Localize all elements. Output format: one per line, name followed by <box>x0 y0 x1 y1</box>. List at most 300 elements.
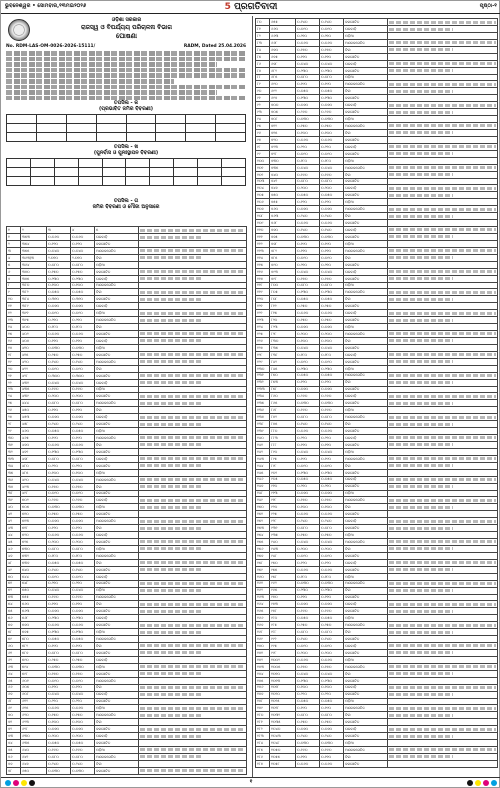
table-cell: ୧୭୧ <box>256 649 270 656</box>
table-row <box>7 733 247 740</box>
table-cell: ୭୨୮ <box>270 150 296 157</box>
table-cell: ୦.୨୪୦ <box>296 733 320 740</box>
table-cell: ଜଳସେଚିତ <box>344 469 388 476</box>
table-cell: ୦.୨୩୦ <box>320 365 344 372</box>
table-cell: ୫୬୩ <box>21 608 47 615</box>
table-cell-remarks <box>139 414 247 421</box>
table-cell: ୦.୨୦୦ <box>71 733 95 740</box>
schedule-a-table <box>6 114 246 142</box>
table-cell: ୮୬୦ <box>270 393 296 400</box>
table-cell: ୦.୦୪୦ <box>296 670 320 677</box>
table-cell-remarks <box>388 469 498 476</box>
table-cell: ୫ <box>95 227 139 234</box>
header-date: ଭୁବନେଶ୍ୱର • ସୋମବାର,୧୩ମଇ୨୦୨୬ <box>5 3 87 9</box>
table-cell: ୮୭୫ <box>270 421 296 428</box>
table-cell: ୦.୧୦୦ <box>296 504 320 511</box>
table-cell: ଜଳସେଚିତ <box>344 441 388 448</box>
table-cell: ୦.୦୮୦ <box>320 414 344 421</box>
table-cell: ୧୨୪ <box>256 324 270 331</box>
table-cell: ୦.୨୦୦ <box>296 330 320 337</box>
table-cell: ଜଳସେଚିତ <box>344 400 388 407</box>
table-cell: ଜଳସେଚିତ <box>95 538 139 545</box>
table-row <box>256 185 498 192</box>
table-cell: ବିଲ <box>95 559 139 566</box>
table-cell: ୦.୧୭୦ <box>296 275 320 282</box>
table-cell: ୫୩୭ <box>21 559 47 566</box>
table-cell: ୦.୦୯୦ <box>296 358 320 365</box>
land-table-right <box>255 18 497 768</box>
table-cell: ୧୦୫୮ <box>270 760 296 767</box>
table-cell: ୩୮୦ <box>21 282 47 289</box>
table-cell: ୦.୧୯୦ <box>47 642 71 649</box>
department-name: ରାଜସ୍ୱ ଓ ବିପର୍ଯ୍ୟୟ ପରିଚାଳନା ବିଭାଗ <box>81 23 172 31</box>
table-row <box>256 275 498 282</box>
table-cell: ପଡ଼ିଆ <box>344 324 388 331</box>
table-row <box>7 518 247 525</box>
table-row <box>7 476 247 483</box>
table-cell: ୩୩ <box>7 455 21 462</box>
table-cell: ୩୨ <box>7 448 21 455</box>
table-row <box>7 497 247 504</box>
table-cell: ଅଣଜଳସେଚିତ <box>344 538 388 545</box>
table-cell: ୯୨ <box>256 102 270 109</box>
table-cell: ୫୦୨ <box>21 497 47 504</box>
table-cell: ୦.୧୬୦ <box>296 746 320 753</box>
table-cell: ୧୬୭ <box>256 622 270 629</box>
table-cell-remarks <box>388 434 498 441</box>
table-cell: ୦.୦୯୦ <box>47 365 71 372</box>
table-cell: ୦.୧୦୦ <box>320 129 344 136</box>
table-cell: ୬୭୦ <box>270 46 296 53</box>
table-cell: ୫୧୩ <box>21 518 47 525</box>
table-cell-remarks <box>139 275 247 282</box>
table-cell: ୦.୧୬୦ <box>320 746 344 753</box>
table-cell: ୦.୦୯୦ <box>296 552 320 559</box>
table-row <box>7 469 247 476</box>
table-cell: ଘରବାଡ଼ି <box>95 497 139 504</box>
table-cell: ୫୫୦ <box>21 587 47 594</box>
table-cell: ଜଳସେଚିତ <box>344 677 388 684</box>
table-row <box>7 241 247 248</box>
table-cell: ୧୬ <box>7 337 21 344</box>
table-cell: ଜଳସେଚିତ <box>344 303 388 310</box>
table-cell: ୦.୨୫୦ <box>320 622 344 629</box>
table-cell: ବିଲ <box>344 88 388 95</box>
table-cell: ୪୭୨ <box>21 448 47 455</box>
schedule-b-subtitle: (ପୁନର୍ବାସ ଓ ପୁନଃସ୍ଥାପନ ବିବରଣୀ) <box>93 149 159 156</box>
table-cell: ୮୮୦ <box>270 428 296 435</box>
table-cell: ଜଳସେଚିତ <box>344 552 388 559</box>
table-cell: ୦.୦୫୦ <box>296 698 320 705</box>
table-cell: ୦.୦୬୦ <box>71 234 95 241</box>
table-cell-remarks <box>388 649 498 656</box>
table-cell-remarks <box>388 538 498 545</box>
table-cell: ଜଳସେଚିତ <box>95 566 139 573</box>
table-cell: ୦.୦୪୦ <box>296 268 320 275</box>
table-cell: ଘରବାଡ଼ି <box>95 532 139 539</box>
table-cell: ୦.୨୩୦ <box>71 275 95 282</box>
table-cell: ୦.୦୬୦ <box>320 428 344 435</box>
table-row <box>7 268 247 275</box>
table-cell: ୧୧୪ <box>256 254 270 261</box>
table-cell-remarks <box>388 330 498 337</box>
table-cell: ଅଣଜଳସେଚିତ <box>95 317 139 324</box>
table-cell-remarks <box>388 407 498 414</box>
table-cell: ୦.୧୨୦ <box>320 379 344 386</box>
table-cell: ୦.୦୯୦ <box>47 310 71 317</box>
table-cell: ୧୧୬ <box>256 268 270 275</box>
table-cell: ୬୯୦ <box>270 81 296 88</box>
table-cell: ୦.୦୮୦ <box>320 74 344 81</box>
table-cell: ୦.୨୪୦ <box>320 213 344 220</box>
table-row <box>256 740 498 747</box>
table-cell: ୧୩୭ <box>256 414 270 421</box>
table-cell: ୬୨୦ <box>21 712 47 719</box>
table-cell: ଅଣଜଳସେଚିତ <box>344 663 388 670</box>
table-cell: ଘରବାଡ଼ି <box>95 733 139 740</box>
table-cell: ୨୫ <box>7 400 21 407</box>
table-cell-remarks <box>388 109 498 116</box>
table-row <box>7 490 247 497</box>
table-cell: ୯୩୨ <box>270 525 296 532</box>
table-cell: ୧୩୯ <box>256 428 270 435</box>
table-row <box>7 434 247 441</box>
table-row <box>256 538 498 545</box>
table-cell: ଜଳସେଚିତ <box>344 691 388 698</box>
table-cell-remarks <box>388 760 498 767</box>
table-cell: ୪୬୦ <box>21 428 47 435</box>
table-row <box>256 677 498 684</box>
table-cell: ୧୭୩ <box>256 663 270 670</box>
table-cell: ୯୭୮ <box>270 608 296 615</box>
table-row <box>256 164 498 171</box>
table-cell: ୧୦୦୫ <box>270 663 296 670</box>
table-cell: ପଡ଼ିଆ <box>95 587 139 594</box>
table-cell: ୨୮ <box>7 421 21 428</box>
table-cell-remarks <box>139 476 247 483</box>
table-row <box>256 691 498 698</box>
table-cell: ୦.୧୩୦ <box>296 95 320 102</box>
table-cell-remarks <box>139 234 247 241</box>
table-cell: ୭୭୫ <box>270 233 296 240</box>
table-cell: ୦.୦୭୦ <box>296 601 320 608</box>
table-cell-remarks <box>388 698 498 705</box>
table-cell: ୦.୦୫୦ <box>71 289 95 296</box>
table-cell-remarks <box>139 428 247 435</box>
table-row <box>256 573 498 580</box>
table-row <box>256 566 498 573</box>
table-cell: ୯୪୦ <box>270 538 296 545</box>
table-cell: ଘରବାଡ଼ି <box>344 393 388 400</box>
table-cell: ୦.୧୧୦ <box>320 247 344 254</box>
table-cell: ୧୩ <box>7 317 21 324</box>
table-cell: ଅଣଜଳସେଚିତ <box>95 282 139 289</box>
table-cell: ୦.୦୮୦ <box>320 629 344 636</box>
table-cell: ୭୦୦ <box>270 102 296 109</box>
table-cell-remarks <box>388 358 498 365</box>
table-cell: ୦.୦୮୦ <box>71 400 95 407</box>
table-row <box>256 39 498 46</box>
table-cell: ଜଳସେଚିତ <box>95 490 139 497</box>
table-cell: ୦.୦୬୦ <box>47 234 71 241</box>
table-cell-remarks <box>139 525 247 532</box>
table-cell: ୧୦୩ <box>256 178 270 185</box>
table-cell: ୯୧୦ <box>270 483 296 490</box>
table-cell: ୯୫୫ <box>270 566 296 573</box>
table-cell: ୧୪୯ <box>256 497 270 504</box>
table-row <box>256 88 498 95</box>
table-cell-remarks <box>139 733 247 740</box>
table-cell-remarks <box>139 241 247 248</box>
table-cell: ୦.୦୩୦ <box>320 116 344 123</box>
table-cell-remarks <box>388 545 498 552</box>
table-cell: ୦.୧୩୦ <box>71 448 95 455</box>
table-cell: ୦.୦୩୦ <box>320 233 344 240</box>
table-cell-remarks <box>388 157 498 164</box>
table-cell: ୦.୦୭୦ <box>320 601 344 608</box>
table-cell: ୦.୦୫୦ <box>320 372 344 379</box>
table-cell: ୦.୨୨୦ <box>320 143 344 150</box>
table-cell: ୦.୨୦୦ <box>320 545 344 552</box>
table-cell: ଜଳସେଚିତ <box>95 580 139 587</box>
table-cell: ବିଲ <box>344 712 388 719</box>
table-cell: ୮୯୮ <box>270 462 296 469</box>
table-cell-remarks <box>388 199 498 206</box>
table-cell: ୧୦ <box>7 296 21 303</box>
table-cell-remarks <box>139 753 247 760</box>
table-cell: ୯୦୨ <box>270 469 296 476</box>
table-cell: ପଡ଼ିଆ <box>95 310 139 317</box>
table-cell: ପଡ଼ିଆ <box>95 545 139 552</box>
table-cell: ଘରବାଡ଼ି <box>95 303 139 310</box>
table-cell: ୦.୨୦୦ <box>320 330 344 337</box>
table-cell: ୧୦୦୨ <box>270 656 296 663</box>
table-cell: ଘରବାଡ଼ି <box>344 143 388 150</box>
table-cell: ୦.୧୬୦ <box>320 407 344 414</box>
table-cell: ଅଣଜଳସେଚିତ <box>95 712 139 719</box>
page-header <box>1 1 500 14</box>
table-row <box>256 649 498 656</box>
table-cell: ୦.୦୭୦ <box>47 608 71 615</box>
table-cell: ୮୦୫ <box>270 289 296 296</box>
table-cell: ୦.୧୦୦ <box>71 282 95 289</box>
table-cell: ୦.୦୭୦ <box>47 726 71 733</box>
table-cell: ୯୩୫ <box>270 532 296 539</box>
table-cell: ୦.୧୫୦ <box>71 712 95 719</box>
table-cell: ୧୩୪ <box>256 393 270 400</box>
table-row <box>256 386 498 393</box>
table-cell-remarks <box>139 559 247 566</box>
table-cell: ୦.୦୮୦ <box>47 649 71 656</box>
table-cell: ୦.୦୮୦ <box>296 178 320 185</box>
table-cell: ବିଲ <box>95 483 139 490</box>
table-cell: ୦.୦୫୦ <box>47 289 71 296</box>
table-cell: ୦.୦୭୦ <box>296 490 320 497</box>
table-cell: ୮୨୩ <box>270 324 296 331</box>
table-cell: ପଡ଼ିଆ <box>344 240 388 247</box>
table-cell: ୧୪୬ <box>256 476 270 483</box>
table-cell: ଘରବାଡ଼ି <box>95 275 139 282</box>
table-cell: ୭୨୦ <box>270 136 296 143</box>
table-cell: ଘରବାଡ଼ି <box>344 60 388 67</box>
table-cell-remarks <box>139 545 247 552</box>
table-cell: ୦.୨୪୦ <box>320 733 344 740</box>
table-cell: ୦.୦୬୦ <box>71 330 95 337</box>
table-cell-remarks <box>388 337 498 344</box>
table-cell-remarks <box>388 642 498 649</box>
table-cell: ୧୬୨ <box>256 587 270 594</box>
table-row <box>7 573 247 580</box>
table-cell-remarks <box>388 448 498 455</box>
table-row <box>7 247 247 254</box>
table-cell: ଜଳସେଚିତ <box>95 462 139 469</box>
table-cell: ୦.୦୬୦ <box>296 511 320 518</box>
table-cell-remarks <box>388 386 498 393</box>
masthead-number: 5 <box>224 2 231 12</box>
table-row <box>256 421 498 428</box>
table-cell: ୧୧୧ <box>256 233 270 240</box>
table-cell: ୦.୧୫୦ <box>47 511 71 518</box>
table-cell: ୦.୨୦୦ <box>71 538 95 545</box>
table-cell: ୩୬୩/୩ <box>21 254 47 261</box>
table-cell: ୦.୦୮୦ <box>71 261 95 268</box>
schedule-c-title: ତପସିଲ - ଗ <box>113 198 139 204</box>
table-cell: ୦.୦୫୦ <box>71 636 95 643</box>
table-cell: ୦.୦୮୦ <box>47 261 71 268</box>
table-row <box>7 351 247 358</box>
table-cell-remarks <box>388 601 498 608</box>
table-row <box>256 247 498 254</box>
table-cell: ୧୨୮ <box>256 351 270 358</box>
table-cell: ୦.୦୬୦ <box>71 705 95 712</box>
table-cell: ଜଳସେଚିତ <box>95 372 139 379</box>
table-cell-remarks <box>139 615 247 622</box>
table-cell: ୦.୦୯୦ <box>71 310 95 317</box>
table-cell: ୧୫୩ <box>256 525 270 532</box>
table-cell: ୦.୦୮୦ <box>71 649 95 656</box>
table-row <box>256 233 498 240</box>
table-cell-remarks <box>139 511 247 518</box>
table-cell: ୦.୧୧୦ <box>296 53 320 60</box>
table-cell-remarks <box>388 400 498 407</box>
table-cell: ଅଣଜଳସେଚିତ <box>95 753 139 760</box>
table-cell-remarks <box>388 220 498 227</box>
table-cell: ୭୦୫ <box>270 109 296 116</box>
table-cell: ୦.୦୭୦ <box>71 726 95 733</box>
table-row <box>256 289 498 296</box>
table-cell: ୧୨୯ <box>256 358 270 365</box>
table-cell: ୦.୨୬୦ <box>320 109 344 116</box>
table-cell: ୦.୨୫୦ <box>296 303 320 310</box>
table-cell: ୦.୦୪୦ <box>296 538 320 545</box>
table-cell: ୦.୧୫୦ <box>71 268 95 275</box>
table-cell: ୦.୧୮୦ <box>47 324 71 331</box>
table-cell: ୦.୦୭୦ <box>296 324 320 331</box>
table-cell: ୪୫୮ <box>21 421 47 428</box>
table-cell: ୦.୧୨୦ <box>47 241 71 248</box>
table-cell: ୦.୧୪୦ <box>71 358 95 365</box>
table-cell: ୦.୧୯୦ <box>71 642 95 649</box>
schedule-c-subtitle: ଜମିର ବିବରଣୀ ଓ ମୌଜା ଅନୁସାରେ <box>92 203 160 210</box>
table-cell: ୦.୦୪୦ <box>47 587 71 594</box>
table-cell: ୧୪ <box>7 324 21 331</box>
table-cell: ୬୨ <box>7 656 21 663</box>
table-cell: ୧୧୩ <box>256 247 270 254</box>
table-cell: ୦.୦୯୦ <box>320 462 344 469</box>
table-cell: ୪୧୫ <box>21 351 47 358</box>
table-cell: ୬୦୫ <box>21 684 47 691</box>
table-cell: ପଡ଼ିଆ <box>95 629 139 636</box>
table-row <box>256 268 498 275</box>
table-cell-remarks <box>139 649 247 656</box>
table-cell: ଘରବାଡ଼ି <box>95 337 139 344</box>
table-cell-remarks <box>139 462 247 469</box>
table-cell: ୧୩୦ <box>256 365 270 372</box>
table-cell: ୦.୧୮୦ <box>320 573 344 580</box>
table-cell-remarks <box>388 282 498 289</box>
table-cell: ଘରବାଡ଼ି <box>344 268 388 275</box>
table-cell: ୦.୧୬୦ <box>71 386 95 393</box>
table-cell-remarks <box>139 303 247 310</box>
table-cell: ୦.୦୩୦ <box>296 233 320 240</box>
table-cell-remarks <box>388 552 498 559</box>
table-cell: ୫୧୦ <box>21 511 47 518</box>
left-column <box>4 16 248 778</box>
table-cell: ୦.୧୦୦ <box>47 469 71 476</box>
table-cell: ୯୭ <box>256 136 270 143</box>
table-cell: ୭୫୫ <box>270 199 296 206</box>
table-cell-remarks <box>139 712 247 719</box>
table-row <box>256 760 498 767</box>
table-cell: ପଡ଼ିଆ <box>344 448 388 455</box>
table-cell: ୦.୧୨୦ <box>71 241 95 248</box>
table-cell-remarks <box>139 726 247 733</box>
table-cell: ୧୫୨ <box>256 518 270 525</box>
table-row <box>256 476 498 483</box>
table-cell: ୦.୦୯୦ <box>296 642 320 649</box>
table-cell: ୦.୨୬୦ <box>47 497 71 504</box>
table-row <box>7 566 247 573</box>
table-cell: ୬୨୩ <box>21 719 47 726</box>
table-cell: ଅଣଜଳସେଚିତ <box>95 358 139 365</box>
table-cell: ବିଲ <box>344 46 388 53</box>
table-cell: ୦.୧୯୦ <box>71 434 95 441</box>
table-row <box>7 691 247 698</box>
table-row <box>7 622 247 629</box>
table-cell: ୯୫ <box>256 122 270 129</box>
table-cell: ୦.୦୯୦ <box>320 642 344 649</box>
table-cell: ୦.୦୭୦ <box>320 102 344 109</box>
notice-title: ଘୋଷଣା <box>116 31 137 40</box>
table-cell: ଅଣଜଳସେଚିତ <box>95 677 139 684</box>
schedule-a-subtitle: (ପ୍ରଭାବିତ ଜମିର ବିବରଣୀ) <box>98 105 154 112</box>
table-cell: ଘରବାଡ଼ି <box>344 102 388 109</box>
table-cell: ୦.୨୧୦ <box>71 317 95 324</box>
table-row <box>7 649 247 656</box>
color-registration-marks <box>5 780 35 786</box>
schedule-a-title: ତପସିଲ - କ <box>113 100 139 106</box>
table-cell: ୦.୧୬୦ <box>320 608 344 615</box>
table-cell: ୦.୩୦୦ <box>71 372 95 379</box>
table-cell-remarks <box>139 677 247 684</box>
table-cell: ଜଳସେଚିତ <box>344 136 388 143</box>
print-footer <box>1 777 500 787</box>
table-cell: ୪୭ <box>7 552 21 559</box>
table-cell: ୭୬୩ <box>270 213 296 220</box>
table-row <box>7 414 247 421</box>
table-cell-remarks <box>388 746 498 753</box>
table-cell: ୦.୨୩୦ <box>47 275 71 282</box>
